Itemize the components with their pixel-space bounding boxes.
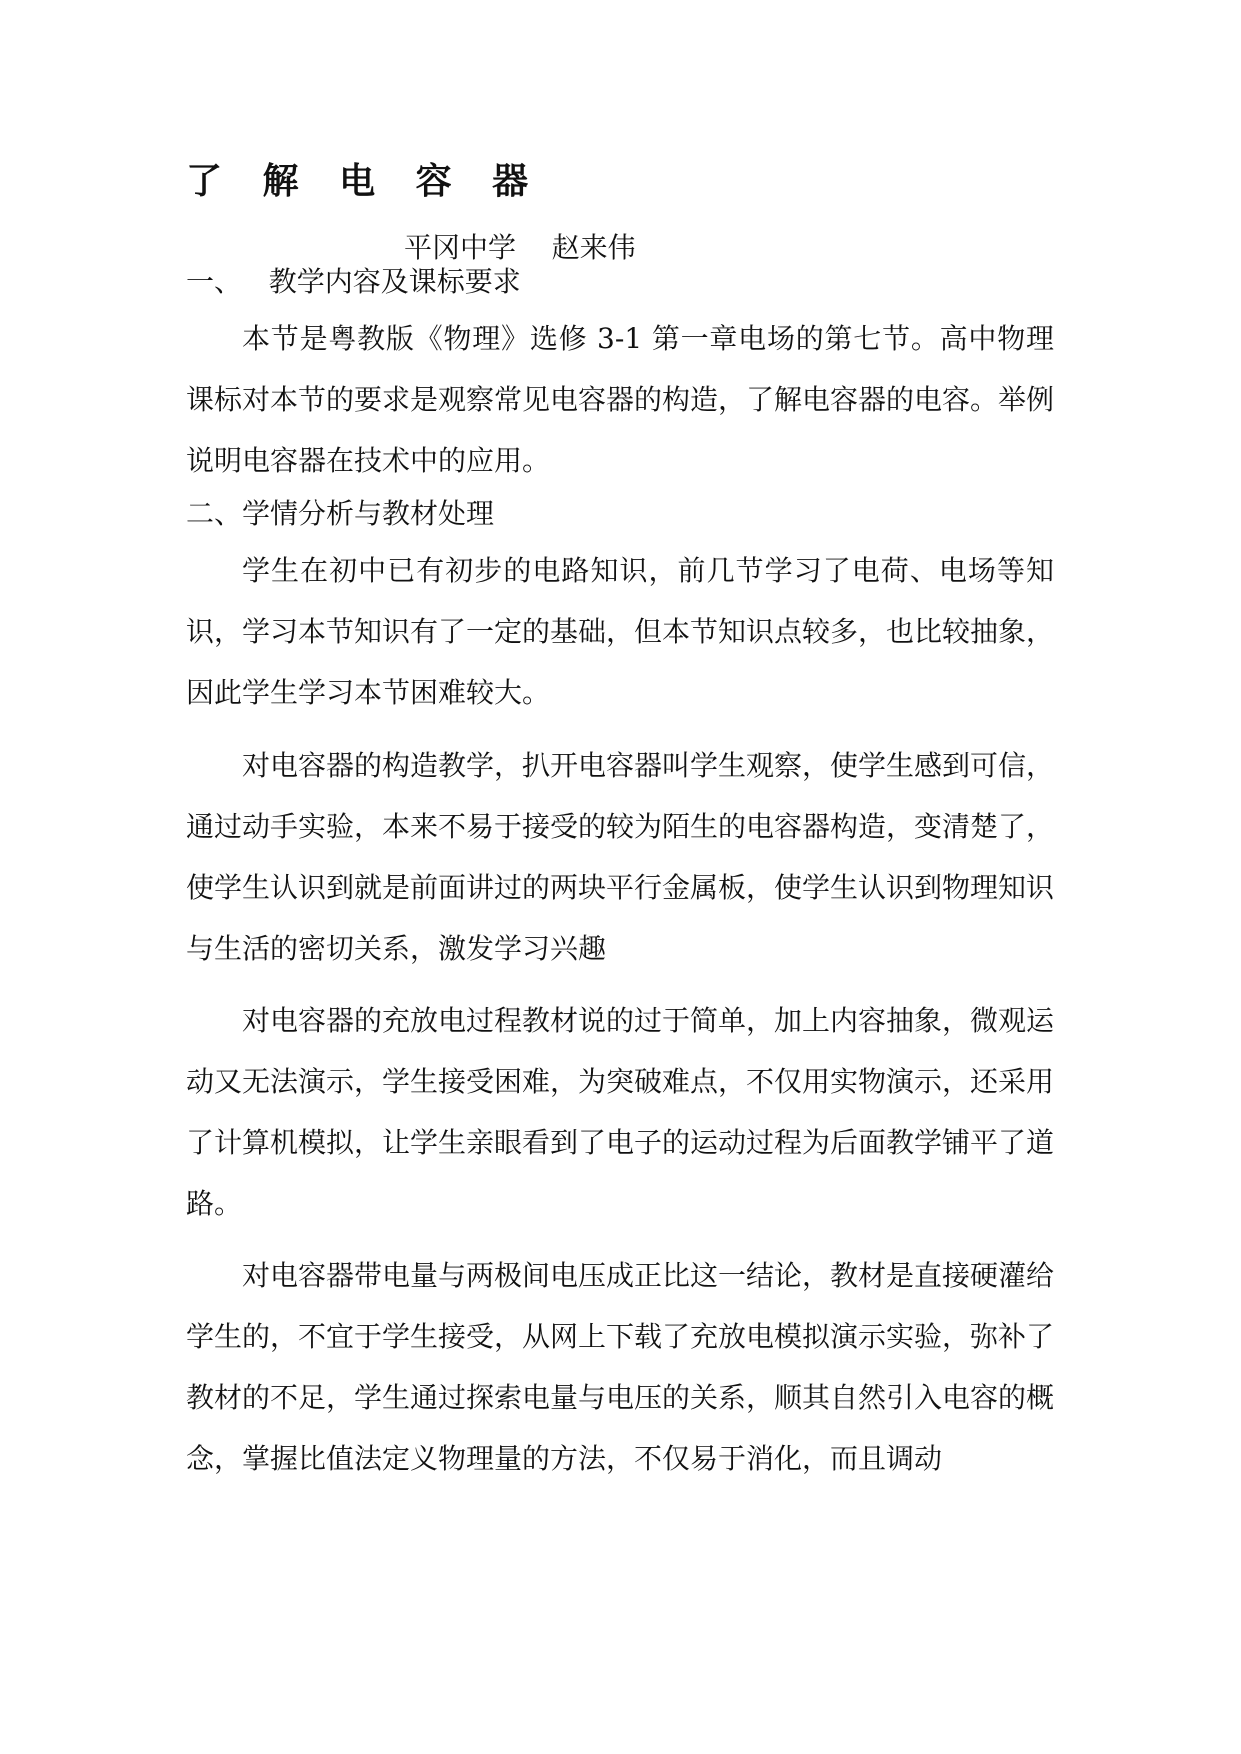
section-heading-1: 一、 教学内容及课标要求 [186,265,521,298]
paragraph: 对电容器的构造教学，扒开电容器叫学生观察，使学生感到可信，通过动手实验，本来不易于接受的较为陌生的电容器构造，变清楚了，使学生认识到就是前面讲过的两块平行金属板，使学生认识到物理知识与生活的密切关系，激发学习兴趣 [186,749,1055,965]
paragraph: 学生在初中已有初步的电路知识，前几节学习了电荷、电场等知识，学习本节知识有了一定的基础，但本节知识点较多，也比较抽象，因此学生学习本节困难较大。 [186,554,1055,709]
document-title: 了 解 电 容 器 [186,161,543,202]
paragraph: 对电容器的充放电过程教材说的过于简单，加上内容抽象，微观运动又无法演示，学生接受困难，为突破难点，不仅用实物演示，还采用了计算机模拟，让学生亲眼看到了电子的运动过程为后面教学铺平了道路。 [186,1004,1055,1220]
paragraph: 对电容器带电量与两极间电压成正比这一结论，教材是直接硬灌给学生的，不宜于学生接受，从网上下载了充放电模拟演示实验，弥补了教材的不足，学生通过探索电量与电压的关系，顺其自然引入电容的概念，掌握比值法定义物理量的方法，不仅易于消化，而且调动 [186,1259,1055,1475]
author-line: 平冈中学 赵来伟 [404,231,636,264]
section-heading-2: 二、学情分析与教材处理 [186,497,495,530]
paragraph: 本节是粤教版《物理》选修 3-1 第一章电场的第七节。高中物理课标对本节的要求是观察常见电容器的构造，了解电容器的电容。举例说明电容器在技术中的应用。 [186,322,1055,477]
